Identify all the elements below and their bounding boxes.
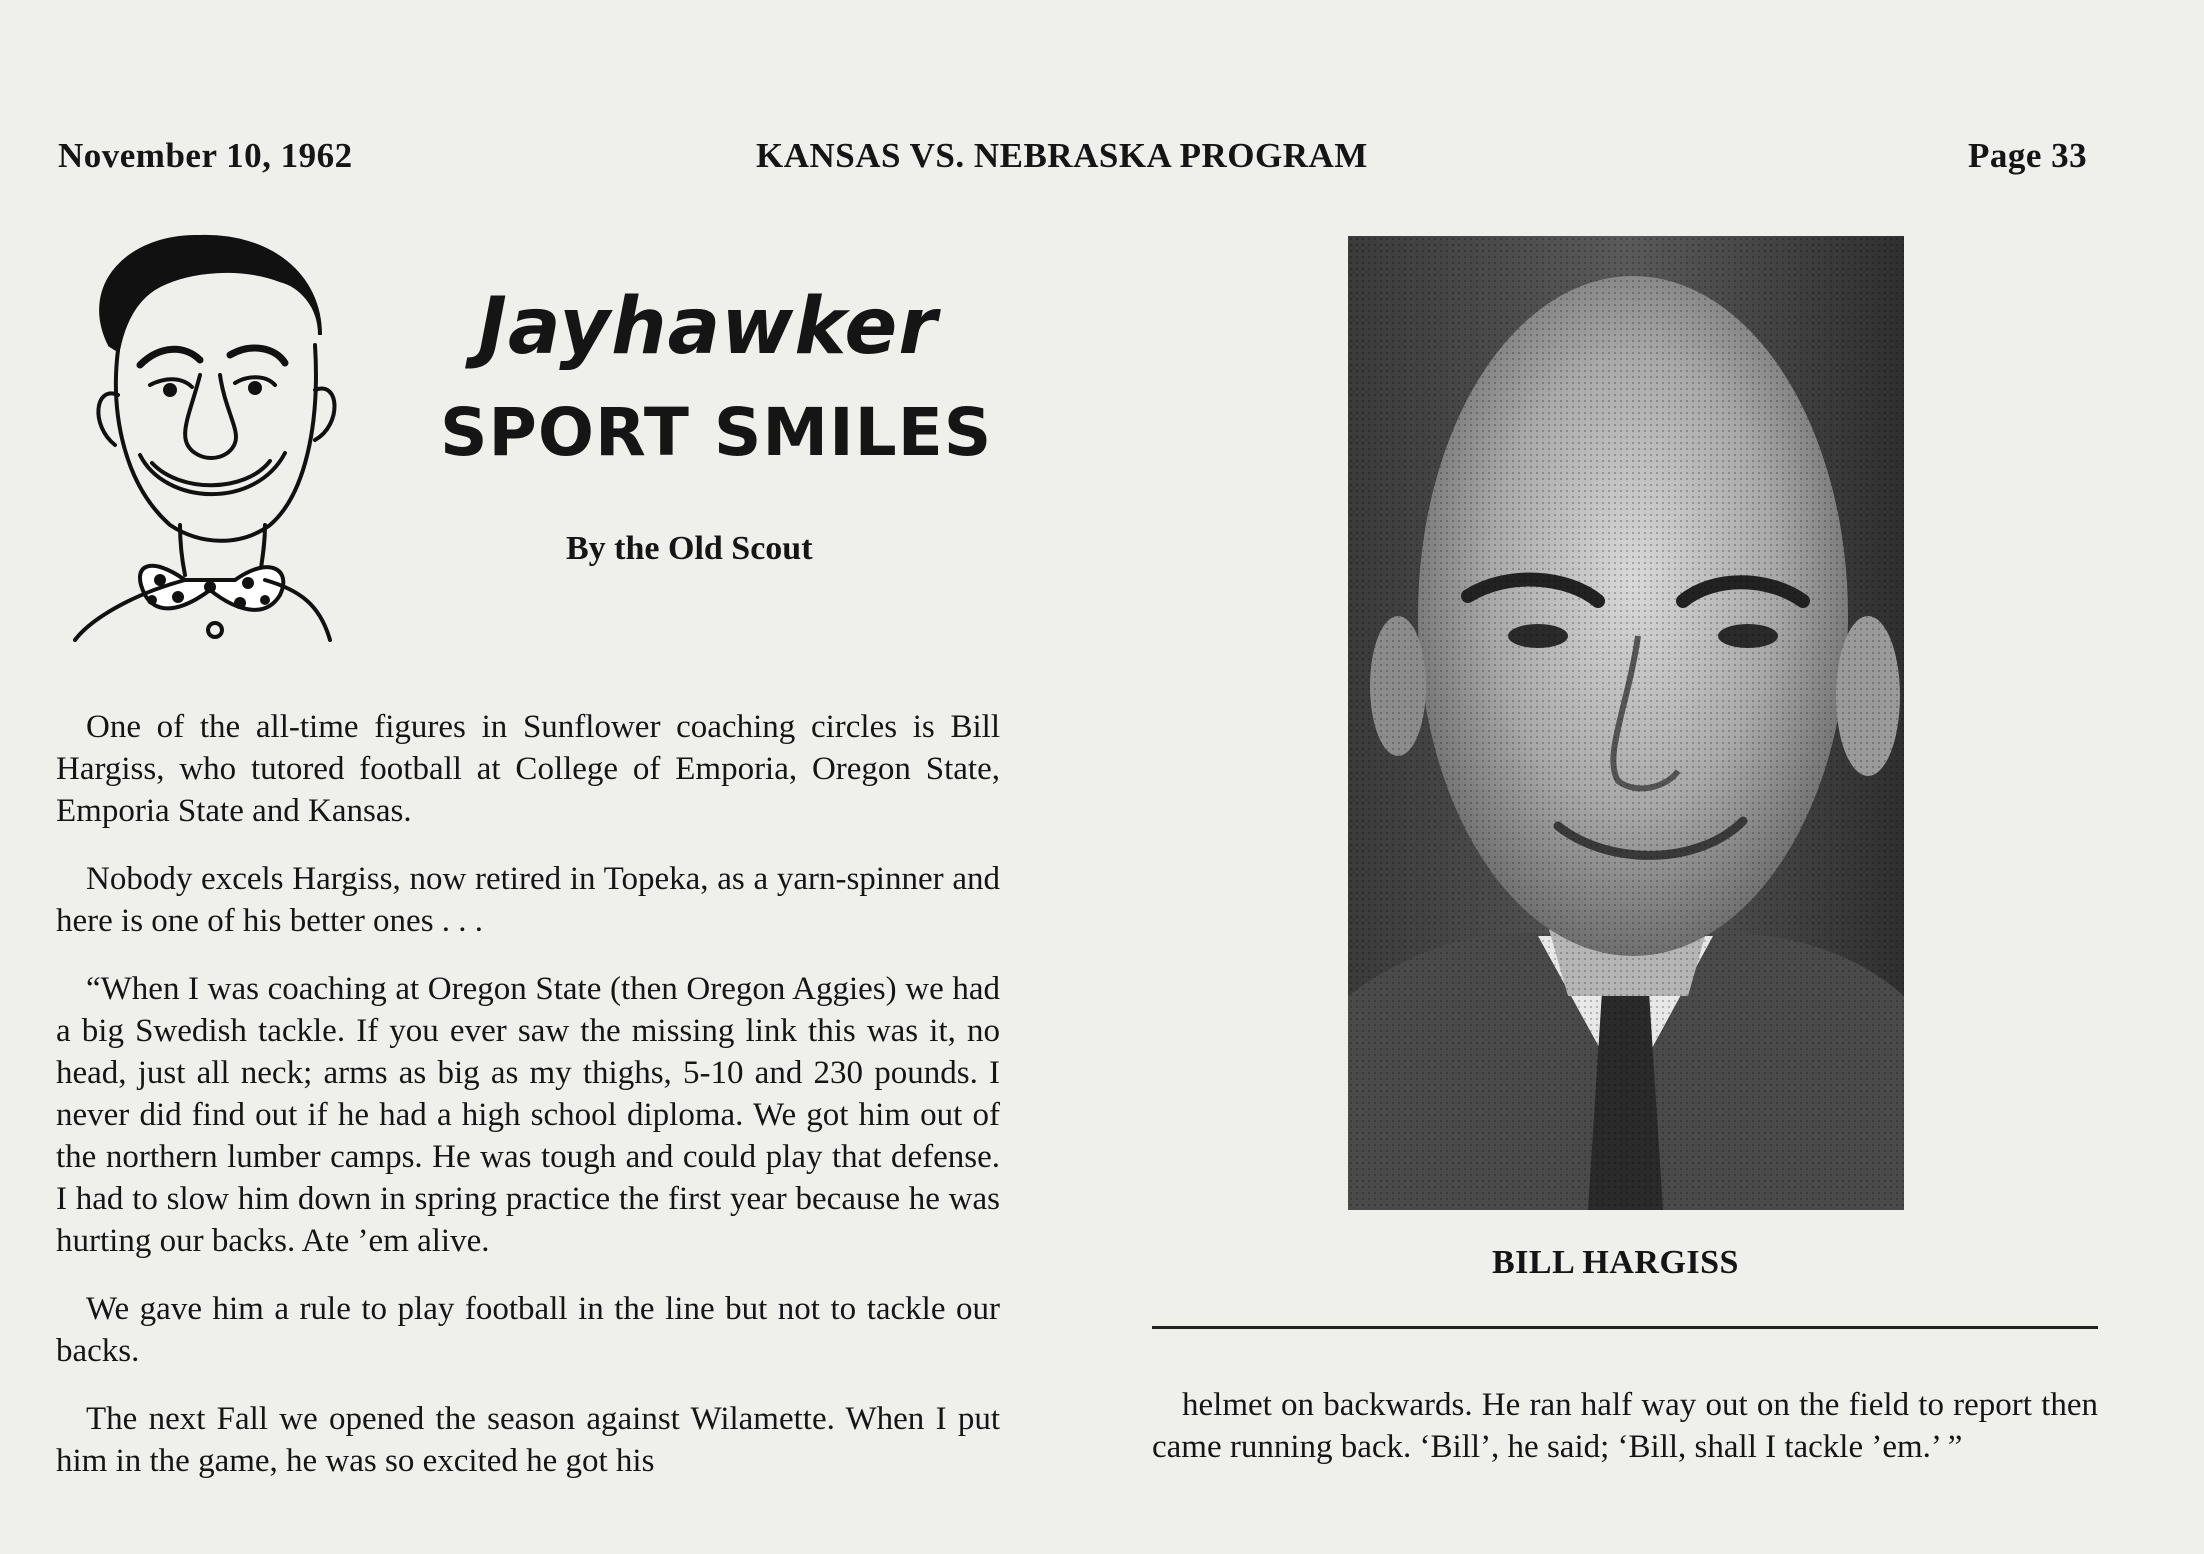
photo-caption: BILL HARGISS [1492,1244,1739,1281]
article-paragraph: One of the all-time figures in Sunflower coaching circles is Bill Hargiss, who tutored football at College of Emporia, Oregon State, Emporia State and Kansas. [56,709,1000,829]
article-left-column [56,706,1000,1508]
column-title-jayhawker: Jayhawker [478,282,938,372]
program-title: KANSAS VS. NEBRASKA PROGRAM [756,136,1368,175]
article-right-column [1152,1384,2098,1468]
column-title-sport-smiles: SPORT SMILES [440,394,993,471]
byline: By the Old Scout [566,530,813,567]
divider-rule [1152,1326,2098,1329]
bleed-through-print [1110,220,1138,347]
article-continuation: helmet on backwards. He ran half way out on the field to report then came running back. ‘Bill’, he said; ‘Bill, shall I tackle ’em.’ ” [1152,1387,2098,1465]
article-paragraph: We gave him a rule to play football in the line but not to tackle our backs. [56,1291,1000,1369]
page-number: Page 33 [1968,136,2088,175]
portrait-photo-icon [1348,236,1904,1210]
article-paragraph: “When I was coaching at Oregon State (then Oregon Aggies) we had a big Swedish tackle. If you ever saw the missing link this was it, no head, just all neck; arms as big as my thighs, 5-10 and 230 pounds. I never did find out if he had a high school diploma. We got him out of the northern lumber camps. He was tough and could play that defense. I had to slow him down in spring practice the first year because he was hurting our backs. Ate ’em alive. [56,971,1000,1259]
article-paragraph: Nobody excels Hargiss, now retired in Topeka, as a yarn-spinner and here is one of his better ones . . . [56,861,1000,939]
article-paragraph: The next Fall we opened the season against Wilamette. When I put him in the game, he was so excited he got his [56,1401,1000,1479]
caricature-cartoon-icon [70,225,370,645]
issue-date: November 10, 1962 [58,136,353,175]
